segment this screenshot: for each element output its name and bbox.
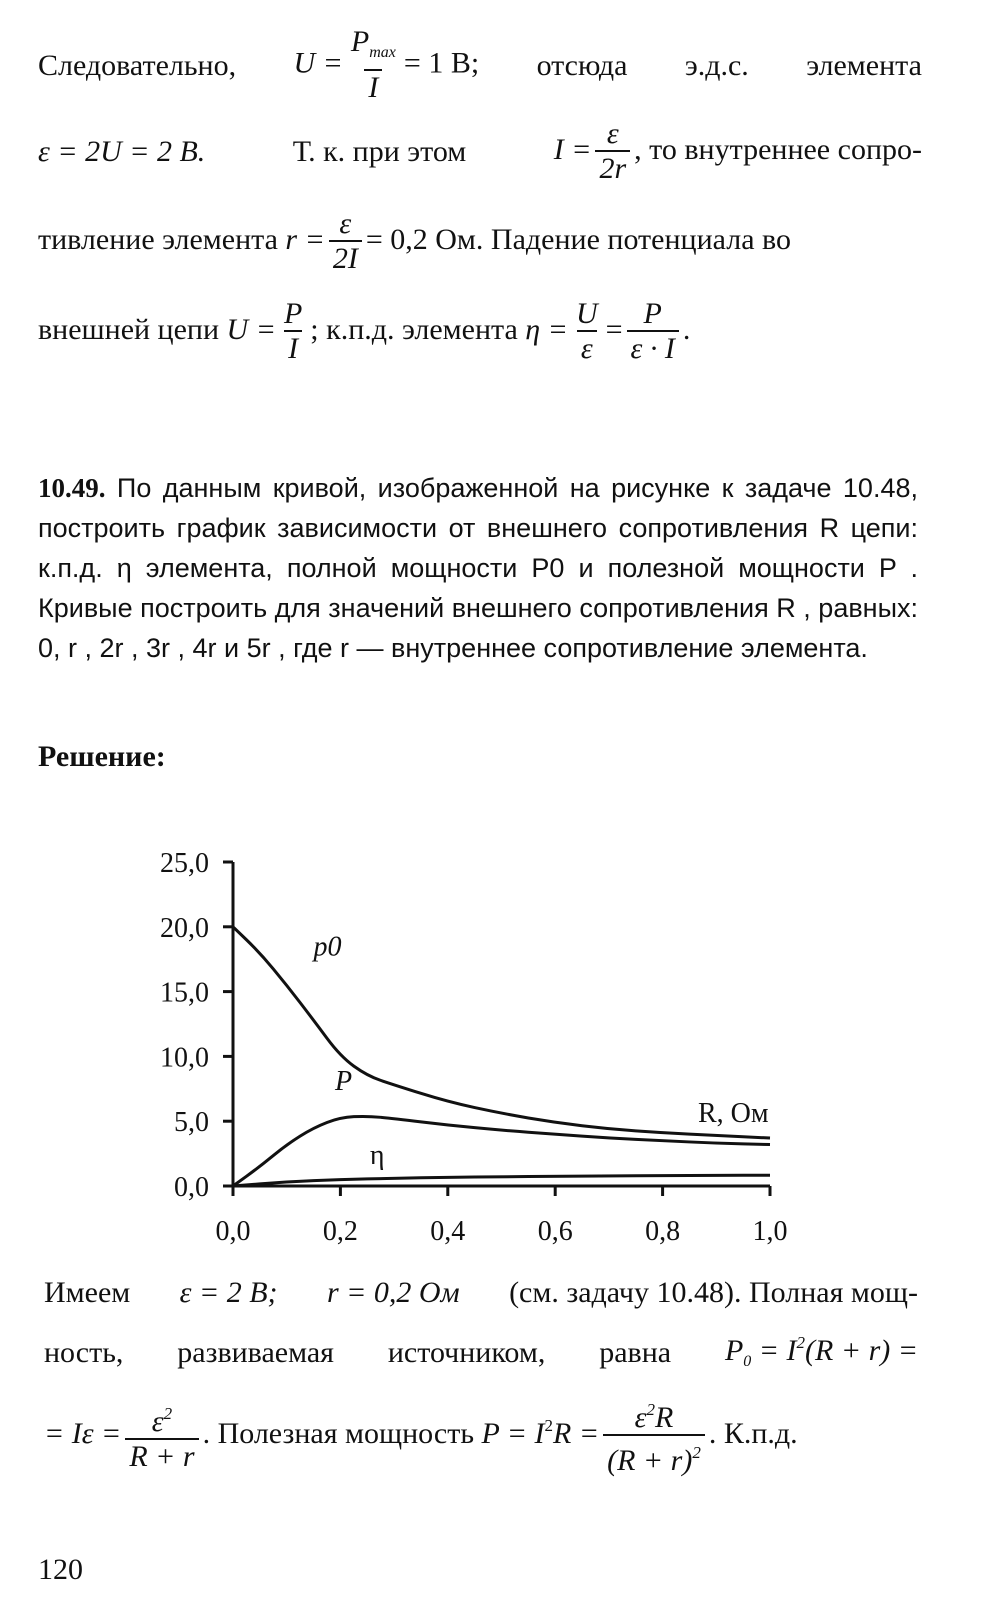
formula-current: I = $\frac{\varepsilon}{2r}$ , то внутреннее сопро- (553, 117, 922, 185)
text-line-1 (38, 26, 922, 105)
fraction: $\frac{\varepsilon}{2I}$ (329, 208, 362, 276)
problem-number: 10.49. (38, 473, 106, 503)
series-label-1: p0 (313, 931, 342, 963)
text-word: Следовательно, (38, 48, 237, 82)
fraction: $\frac{\varepsilon}{2r}$ (595, 118, 630, 186)
problem-text: По данным кривой, изображенной на рисунке к задаче 10.48, построить график зависимости от внешнего сопротивления R цепи: к.п.д. η элемента, полной мощности P0 и полезной мощности P . Кривые построить для значений внешнего сопротивления R , равных: 0, r , 2r , 3r , 4r и 5r , где r — внутреннее сопротивление элемента. (38, 473, 918, 663)
x-tick-label: 0,8 (645, 1216, 681, 1247)
text-line-5: Имеем ε = 2 В; r = 0,2 Ом (см. задачу 10.48). Полная мощ- (44, 1276, 918, 1309)
formula-u-pmax: U = $\frac{P_{max}}{I}$ = 1 В; (293, 25, 480, 104)
x-tick-label: 0,0 (215, 1216, 251, 1247)
formula-emf: ε = 2U = 2 В. (38, 135, 206, 168)
formula-full-power: $P_0 = I^2(R + r)$ = (724, 1333, 918, 1370)
chart-axes (233, 862, 770, 1186)
fraction: $\frac{U}{\varepsilon}$ (575, 297, 598, 365)
text-word: отсюда (536, 48, 628, 82)
text-line-3: тивление элемента r = $\frac{\varepsilon}{2I}$ = 0,2 Ом. Падение потенциала во (38, 207, 791, 275)
chart (0, 820, 982, 1280)
fraction: $\frac{\varepsilon^2}{R + r}$ (125, 1398, 198, 1474)
text-line-7: = Iε = $\frac{\varepsilon^2}{R + r}$ . Полезная мощность $P = I^2R$ = $\frac{\varepsilon^2R}{(R + r)^2}$ . К.п.д. (44, 1394, 922, 1478)
problem-10-49 (38, 468, 918, 668)
y-tick-label: 0,0 (174, 1172, 209, 1203)
y-tick-label: 20,0 (160, 912, 209, 944)
y-tick-label: 10,0 (160, 1042, 209, 1074)
solution-heading: Решение: (38, 740, 166, 773)
text-line-4: внешней цепи U = $\frac{P}{I}$ ; к.п.д. элемента η = $\frac{U}{\varepsilon}$ = $\frac{P}{\varepsilon \cdot I}$ . (38, 297, 691, 365)
fraction: $\frac{P_{max}}{I}$ (350, 25, 396, 104)
x-tick-label: 0,6 (537, 1216, 573, 1247)
chart-series (233, 927, 770, 1186)
text-line-6: ность, развиваемая источником, равна $P_0 = I^2(R + r)$ = (44, 1325, 918, 1380)
series-label-3: η (369, 1139, 385, 1171)
x-axis-label: R, Ом (698, 1098, 769, 1129)
y-tick-label: 15,0 (160, 977, 209, 1009)
x-tick-label: 1,0 (752, 1216, 788, 1247)
x-tick-label: 0,2 (322, 1216, 358, 1247)
y-tick-label: 25,0 (160, 848, 209, 879)
fraction: $\frac{P}{\varepsilon \cdot I}$ (627, 298, 679, 366)
series-label-2: P (335, 1066, 353, 1098)
y-tick-label: 5,0 (174, 1107, 209, 1139)
page-number: 120 (38, 1553, 83, 1586)
fraction: $\frac{\varepsilon^2R}{(R + r)^2}$ (603, 1394, 705, 1478)
text-word: э.д.с. (684, 48, 749, 82)
fraction: $\frac{P}{I}$ (283, 297, 303, 365)
text-word: элемента (806, 48, 922, 82)
series-line-3 (233, 1175, 770, 1186)
text-word: Т. к. при этом (292, 135, 467, 168)
text-line-2 (38, 118, 922, 186)
x-tick-label: 0,4 (430, 1216, 466, 1247)
